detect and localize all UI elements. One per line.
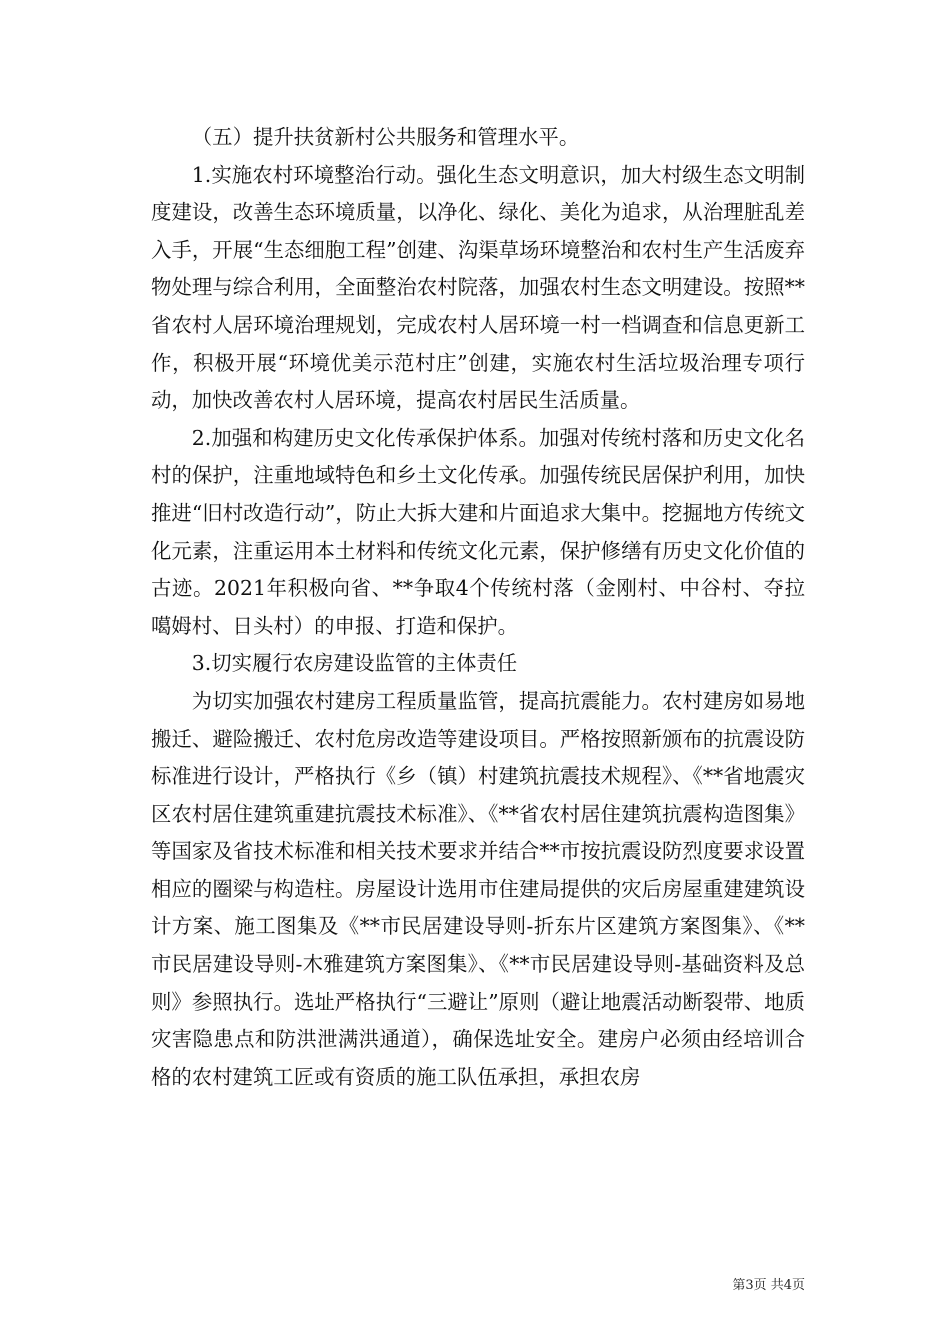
paragraph-cultural-heritage: 2.加强和构建历史文化传承保护体系。加强对传统村落和历史文化名村的保护，注重地域特色和乡土文化传承。加强传统民居保护利用，加快推进“旧村改造行动”，防止大拆大建和片面追求大集中。挖掘地方传统文化元素，注重运用本土材料和传统文化元素，保护修缮有历史文化价值的古迹。2021年积极向省、**争取4个传统村落（金刚村、中谷村、夺拉噶姆村、日头村）的申报、打造和保护。 xyxy=(151,425,805,638)
document-body xyxy=(151,119,805,1096)
paragraph-environment-rectification: 1.实施农村环境整治行动。强化生态文明意识，加大村级生态文明制度建设，改善生态环境质量，以净化、绿化、美化为追求，从治理脏乱差入手，开展“生态细胞工程”创建、沟渠草场环境整治和农村生产生活废弃物处理与综合利用，全面整治农村院落，加强农村生态文明建设。按照**省农村人居环境治理规划，完成农村人居环境一村一档调查和信息更新工作，积极开展“环境优美示范村庄”创建，实施农村生活垃圾治理专项行动，加快改善农村人居环境，提高农村居民生活质量。 xyxy=(151,162,805,413)
paragraph-housing-supervision-heading: 3.切实履行农房建设监管的主体责任 xyxy=(191,651,518,676)
paragraph-housing-quality: 为切实加强农村建房工程质量监管，提高抗震能力。农村建房如易地搬迁、避险搬迁、农村危房改造等建设项目。严格按照新颁布的抗震设防标准进行设计，严格执行《乡（镇）村建筑抗震技术规程》、《**省地震灾区农村居住建筑重建抗震技术标准》、《**省农村居住建筑抗震构造图集》等国家及省技术标准和相关技术要求并结合**市按抗震设防烈度要求设置相应的圈梁与构造柱。房屋设计选用市住建局提供的灾后房屋重建建筑设计方案、施工图集及《**市民居建设导则-折东片区建筑方案图集》、《**市民居建设导则-木雅建筑方案图集》、《**市民居建设导则-基础资料及总则》参照执行。选址严格执行“三避让”原则（避让地震活动断裂带、地质灾害隐患点和防洪泄满洪通道），确保选址安全。建房户必须由经培训合格的农村建筑工匠或有资质的施工队伍承担，承担农房 xyxy=(151,688,805,1089)
section-heading: （五）提升扶贫新村公共服务和管理水平。 xyxy=(191,125,580,149)
page-number-footer: 第3页 共4页 xyxy=(732,1278,805,1293)
